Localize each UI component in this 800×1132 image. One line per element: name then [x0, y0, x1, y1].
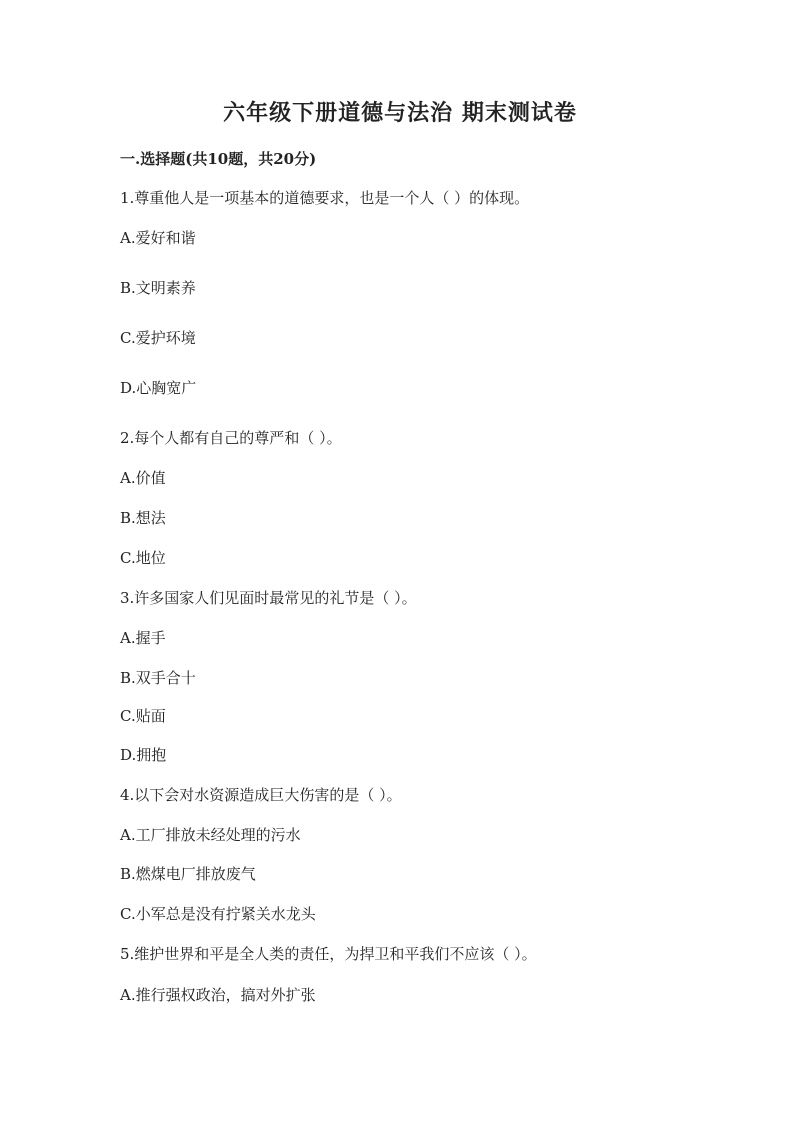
option-item: A.握手 — [120, 629, 166, 647]
question-stem: 5.维护世界和平是全人类的责任，为捍卫和平我们不应该（ ）。 — [120, 945, 537, 963]
option-item: B.燃煤电厂排放废气 — [120, 865, 256, 883]
question-stem: 3.许多国家人们见面时最常见的礼节是（ ）。 — [120, 589, 417, 607]
option-item: A.推行强权政治，搞对外扩张 — [120, 986, 316, 1004]
question-stem: 1.尊重他人是一项基本的道德要求，也是一个人（ ）的体现。 — [120, 189, 530, 207]
option-item: A.工厂排放未经处理的污水 — [120, 826, 301, 844]
option-item: D.心胸宽广 — [120, 379, 197, 397]
page-title: 六年级下册道德与法治 期末测试卷 — [223, 100, 577, 126]
question-stem: 4.以下会对水资源造成巨大伤害的是（ ）。 — [120, 786, 402, 804]
section-heading: 一.选择题(共10题，共20分) — [120, 150, 317, 168]
option-item: B.文明素养 — [120, 279, 196, 297]
option-item: C.地位 — [120, 549, 166, 567]
option-item: B.想法 — [120, 509, 166, 527]
option-item: C.小军总是没有拧紧关水龙头 — [120, 905, 316, 923]
option-item: A.爱好和谐 — [120, 229, 196, 247]
question-stem: 2.每个人都有自己的尊严和（ ）。 — [120, 429, 342, 447]
option-item: C.爱护环境 — [120, 329, 196, 347]
option-item: D.拥抱 — [120, 746, 167, 764]
option-item: C.贴面 — [120, 707, 166, 725]
option-item: B.双手合十 — [120, 669, 196, 687]
option-item: A.价值 — [120, 469, 166, 487]
